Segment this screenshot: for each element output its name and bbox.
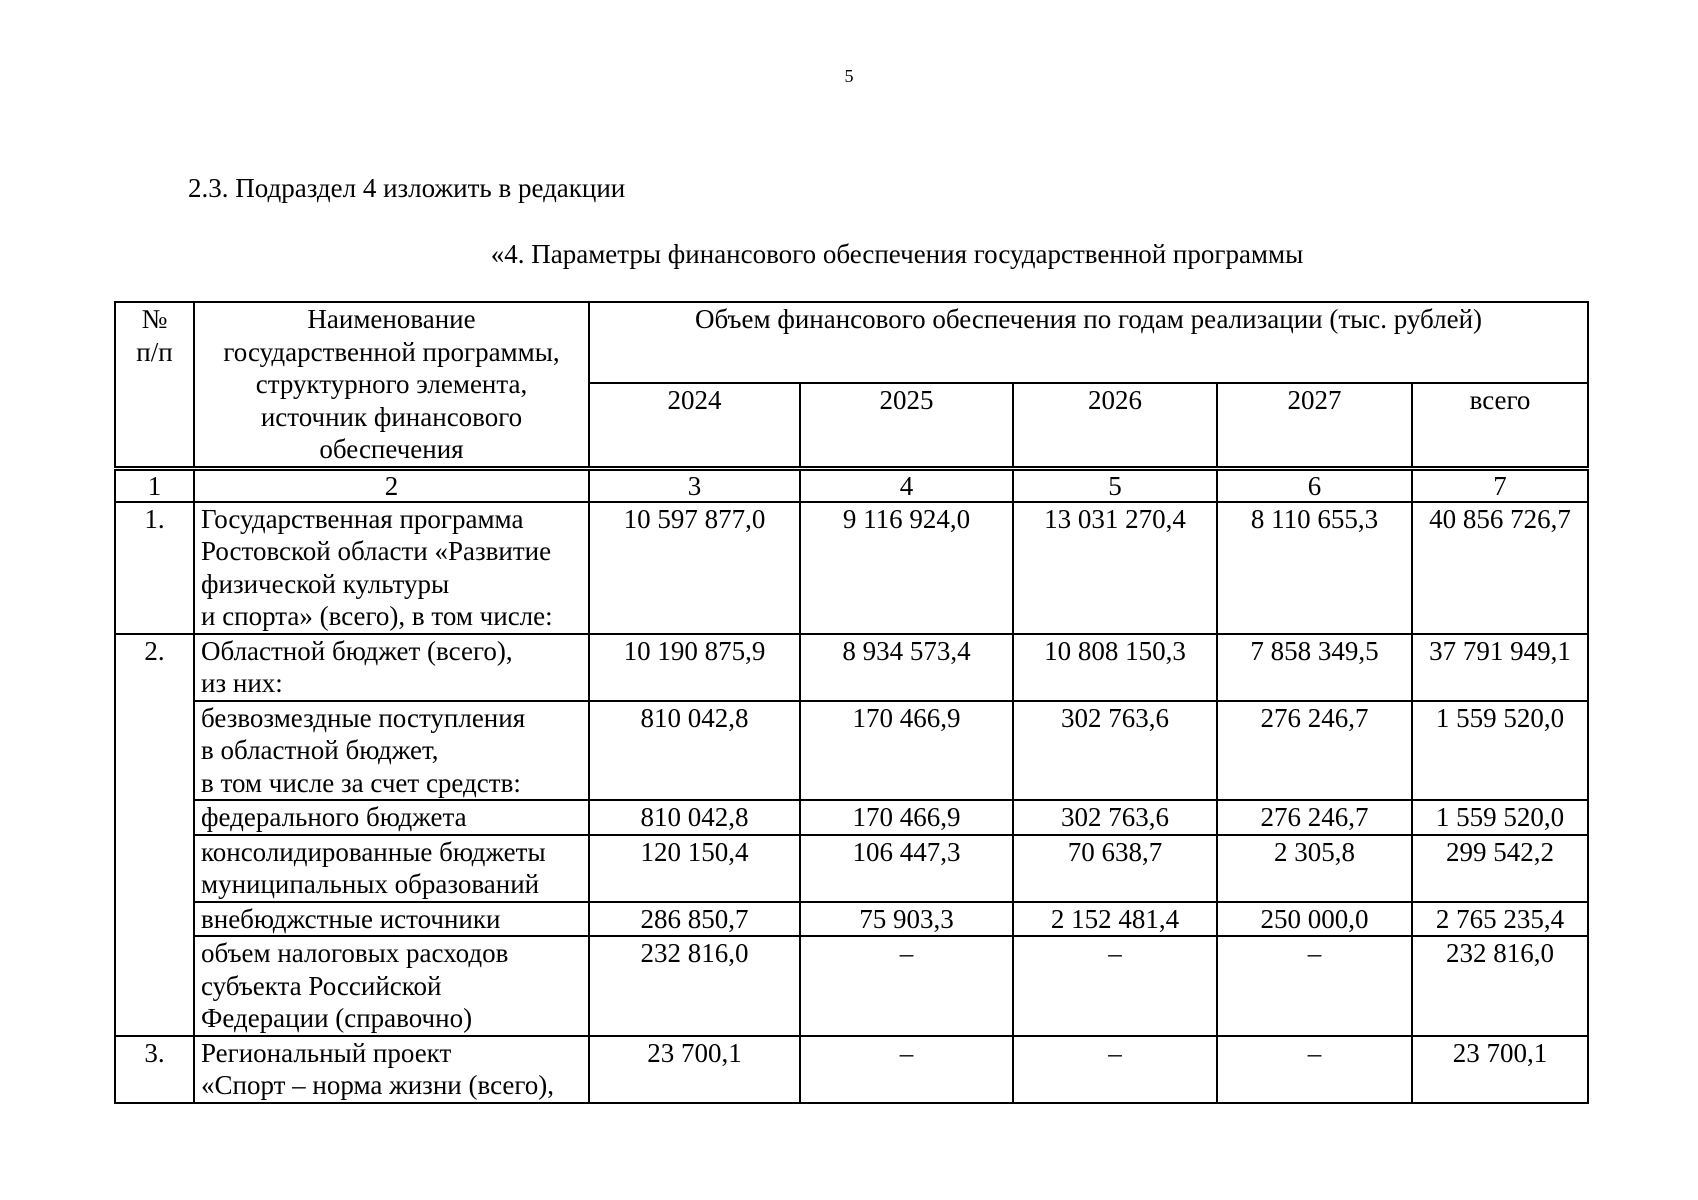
row-name-cell: [194, 902, 589, 937]
page-number: 5: [844, 66, 854, 86]
value-cell-2026: 2 152 481,4: [1013, 902, 1217, 937]
row-name-line: из них:: [201, 668, 283, 698]
row-name-cell: [194, 936, 589, 1036]
value-cell-2024: 810 042,8: [589, 800, 800, 835]
value-cell-2027: 2 305,8: [1217, 835, 1412, 902]
column-number-cell: 6: [1217, 468, 1412, 502]
row-name-cell: [194, 502, 589, 634]
value-cell-2024: 120 150,4: [589, 835, 800, 902]
header-year-cell: 2026: [1013, 383, 1217, 468]
header-name-cell: [194, 302, 589, 468]
row-name-line: «Спорт – норма жизни (всего),: [201, 1070, 555, 1100]
column-number-cell: 2: [194, 468, 589, 502]
row-name-line: внебюджстные источники: [201, 903, 501, 934]
header-total-cell: всего: [1412, 383, 1588, 468]
row-name-line: федерального бюджета: [201, 802, 467, 832]
value-cell-2024: 10 597 877,0: [589, 502, 800, 634]
header-number-cell: [115, 302, 194, 468]
value-cell-total: 299 542,2: [1412, 835, 1588, 902]
header-volume-cell: Объем финансового обеспечения по годам реализации (тыс. рублей): [589, 302, 1588, 383]
value-cell-2026: 70 638,7: [1013, 835, 1217, 902]
row-name-line: безвозмездные поступления: [201, 702, 526, 733]
row-name-line: Региональный проект: [201, 1037, 452, 1068]
financing-table: [114, 301, 1589, 1104]
value-cell-2024: 810 042,8: [589, 701, 800, 801]
header-name-line: государственной программы,: [223, 336, 560, 367]
row-name-cell: [194, 701, 589, 801]
row-name-line: субъекта Российской: [201, 970, 442, 1001]
value-cell-total: 23 700,1: [1412, 1036, 1588, 1103]
value-cell-2025: 170 466,9: [800, 701, 1013, 801]
table-row: [115, 835, 1588, 902]
value-cell-2025: 8 934 573,4: [800, 634, 1013, 701]
value-cell-2025: –: [800, 936, 1013, 1036]
value-cell-total: 1 559 520,0: [1412, 800, 1588, 835]
column-number-cell: 3: [589, 468, 800, 502]
value-cell-total: 2 765 235,4: [1412, 902, 1588, 937]
value-cell-total: 232 816,0: [1412, 936, 1588, 1036]
header-name-line: Наименование: [307, 304, 476, 334]
table-row: [115, 902, 1588, 937]
row-name-line: Областной бюджет (всего),: [201, 635, 513, 666]
row-name-line: консолидированные бюджеты: [201, 836, 546, 867]
column-number-cell: 1: [115, 468, 194, 502]
row-name-cell: [194, 1036, 589, 1103]
value-cell-2027: 276 246,7: [1217, 701, 1412, 801]
header-name-line: источник финансового: [260, 401, 523, 432]
header-year-cell: 2025: [800, 383, 1013, 468]
table-row: [115, 502, 1588, 634]
value-cell-2026: 302 763,6: [1013, 701, 1217, 801]
table-row: [115, 936, 1588, 1036]
value-cell-2026: 302 763,6: [1013, 800, 1217, 835]
value-cell-2027: 7 858 349,5: [1217, 634, 1412, 701]
value-cell-2026: –: [1013, 936, 1217, 1036]
value-cell-2027: –: [1217, 1036, 1412, 1103]
value-cell-2026: 13 031 270,4: [1013, 502, 1217, 634]
section-title: «4. Параметры финансового обеспечения государственной программы: [490, 239, 1304, 269]
column-number-row: [115, 468, 1588, 502]
value-cell-total: 37 791 949,1: [1412, 634, 1588, 701]
value-cell-2024: 286 850,7: [589, 902, 800, 937]
value-cell-2027: 250 000,0: [1217, 902, 1412, 937]
value-cell-2025: 9 116 924,0: [800, 502, 1013, 634]
row-name-line: в областной бюджет,: [201, 735, 439, 765]
header-number-line: №: [141, 304, 168, 334]
value-cell-2024: 232 816,0: [589, 936, 800, 1036]
value-cell-2025: 106 447,3: [800, 835, 1013, 902]
row-name-line: физической культуры: [201, 568, 450, 599]
value-cell-2025: –: [800, 1036, 1013, 1103]
value-cell-2027: 8 110 655,3: [1217, 502, 1412, 634]
value-cell-2026: 10 808 150,3: [1013, 634, 1217, 701]
header-name-line: структурного элемента,: [255, 369, 528, 399]
row-number-cell: 1.: [115, 502, 194, 634]
header-year-cell: 2027: [1217, 383, 1412, 468]
header-number-line: п/п: [136, 336, 173, 367]
row-name-line: в том числе за счет средств:: [201, 767, 521, 798]
table-row: [115, 634, 1588, 701]
value-cell-2026: –: [1013, 1036, 1217, 1103]
column-number-cell: 7: [1412, 468, 1588, 502]
header-year-cell: 2024: [589, 383, 800, 468]
value-cell-2027: –: [1217, 936, 1412, 1036]
row-name-line: Государственная программа: [201, 503, 524, 534]
table-row: [115, 800, 1588, 835]
row-name-line: объем налоговых расходов: [201, 938, 509, 968]
column-number-cell: 5: [1013, 468, 1217, 502]
value-cell-2024: 10 190 875,9: [589, 634, 800, 701]
row-name-line: и спорта» (всего), в том числе:: [201, 601, 553, 631]
header-row-1: [115, 302, 1588, 383]
value-cell-2025: 75 903,3: [800, 902, 1013, 937]
row-name-line: муниципальных образований: [201, 869, 540, 899]
value-cell-2027: 276 246,7: [1217, 800, 1412, 835]
row-number-cell: 3.: [115, 1036, 194, 1103]
column-number-cell: 4: [800, 468, 1013, 502]
table-row: [115, 701, 1588, 801]
intro-text: 2.3. Подраздел 4 изложить в редакции: [188, 173, 626, 203]
value-cell-total: 40 856 726,7: [1412, 502, 1588, 634]
row-name-line: Ростовской области «Развитие: [201, 536, 552, 566]
header-name-line: обеспечения: [319, 434, 464, 464]
row-name-cell: [194, 800, 589, 835]
row-name-line: Федерации (справочно): [201, 1003, 473, 1033]
table-row: [115, 1036, 1588, 1103]
value-cell-2025: 170 466,9: [800, 800, 1013, 835]
value-cell-total: 1 559 520,0: [1412, 701, 1588, 801]
row-name-cell: [194, 634, 589, 701]
value-cell-2024: 23 700,1: [589, 1036, 800, 1103]
row-name-cell: [194, 835, 589, 902]
row-number-cell: 2.: [115, 634, 194, 1036]
